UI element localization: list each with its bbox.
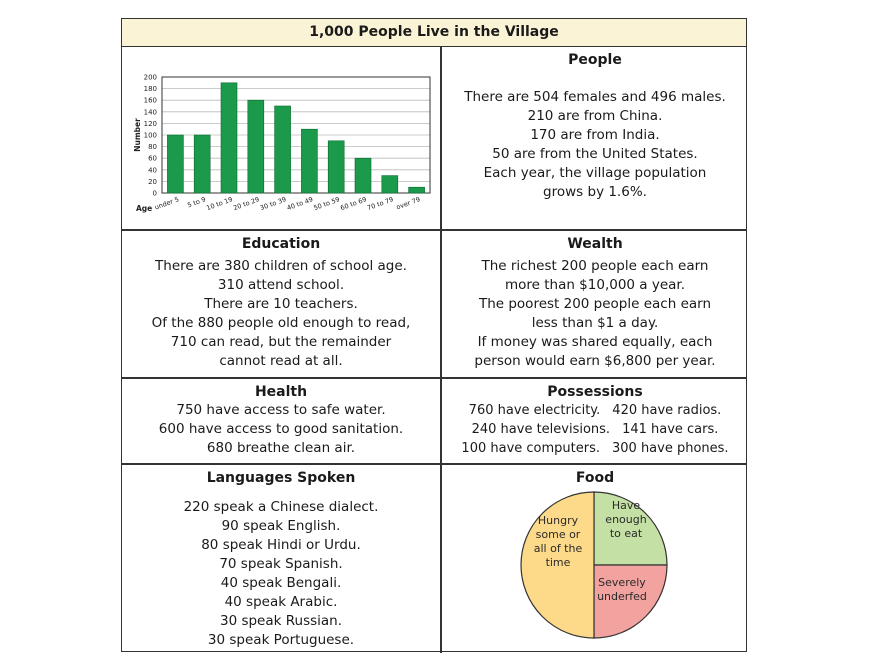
y-tick-label: 140 <box>143 108 157 117</box>
x-tick-label: 10 to 19 <box>205 195 234 213</box>
possession-item: 420 have radios. <box>612 403 722 418</box>
people-line: grows by 1.6%. <box>543 184 647 200</box>
x-tick-label: 60 to 69 <box>339 195 368 213</box>
people-text <box>442 88 748 202</box>
people-heading: People <box>568 52 622 68</box>
possessions-row <box>442 420 748 439</box>
bar <box>221 83 237 193</box>
age-chart-cell <box>122 47 440 229</box>
bar <box>382 176 398 193</box>
health-line: 750 have access to safe water. <box>176 402 386 418</box>
wealth-line: more than $10,000 a year. <box>504 277 686 293</box>
wealth-line: If money was shared equally, each <box>477 334 713 350</box>
y-axis-label: Number <box>133 118 142 152</box>
bar <box>355 158 371 193</box>
pie-slice-label: to eat <box>609 527 643 540</box>
language-line: 30 speak Russian. <box>219 613 343 629</box>
bar <box>194 135 210 193</box>
wealth-cell <box>442 231 748 377</box>
possessions-heading: Possessions <box>547 384 643 400</box>
education-line: 310 attend school. <box>217 277 345 293</box>
wealth-line: The poorest 200 people each earn <box>478 296 712 312</box>
y-tick-label: 200 <box>143 73 157 82</box>
language-line: 220 speak a Chinese dialect. <box>183 499 379 515</box>
possession-item: 141 have cars. <box>622 422 719 437</box>
language-line: 30 speak Portuguese. <box>207 632 355 648</box>
x-tick-label: 50 to 59 <box>312 195 341 213</box>
language-line: 80 speak Hindi or Urdu. <box>201 537 361 553</box>
pie-slice-label: some or <box>535 528 581 541</box>
possession-item: 760 have electricity. <box>468 403 601 418</box>
x-tick-label: 40 to 49 <box>285 195 315 213</box>
possession-item: 240 have televisions. <box>471 422 611 437</box>
people-cell <box>442 47 748 229</box>
possessions-text <box>442 401 748 458</box>
pie-slice-label: enough <box>605 513 647 526</box>
education-line: There are 10 teachers. <box>204 296 358 312</box>
y-tick-label: 40 <box>148 166 157 175</box>
pie-slice-label: Hungry <box>537 514 579 527</box>
age-bar-chart <box>122 47 440 229</box>
health-cell <box>122 379 440 463</box>
y-tick-label: 180 <box>143 85 157 94</box>
pie-slice-label: underfed <box>597 590 647 603</box>
bar <box>167 135 183 193</box>
education-heading: Education <box>241 236 321 252</box>
languages-text <box>122 498 440 650</box>
language-line: 70 speak Spanish. <box>219 556 343 572</box>
pie-slice-label: Severely <box>598 576 646 589</box>
education-line: Of the 880 people old enough to read, <box>151 315 411 331</box>
y-tick-label: 100 <box>143 131 157 140</box>
possession-item: 100 have computers. <box>461 441 600 456</box>
people-line: 210 are from China. <box>527 108 663 124</box>
x-tick-label: under 5 <box>153 195 181 212</box>
food-heading: Food <box>575 470 615 486</box>
bar <box>328 141 344 193</box>
education-text <box>122 257 440 371</box>
languages-cell <box>122 465 440 651</box>
y-tick-label: 160 <box>143 96 157 105</box>
x-axis-label: Age <box>136 204 153 213</box>
infographic-title: 1,000 People Live in the Village <box>122 19 746 47</box>
wealth-line: person would earn $6,800 per year. <box>474 353 716 369</box>
x-tick-label: 20 to 29 <box>232 195 261 213</box>
food-cell <box>442 465 748 651</box>
x-tick-label: 70 to 79 <box>366 195 395 213</box>
bar <box>248 100 264 193</box>
education-line: There are 380 children of school age. <box>155 258 407 274</box>
education-cell <box>122 231 440 377</box>
y-tick-label: 80 <box>148 143 157 152</box>
wealth-text <box>442 257 748 371</box>
village-infographic <box>121 18 747 652</box>
language-line: 40 speak Arabic. <box>224 594 338 610</box>
food-pie-chart <box>442 489 748 649</box>
wealth-line: less than $1 a day. <box>531 315 659 331</box>
health-line: 600 have access to good sanitation. <box>158 421 404 437</box>
y-tick-label: 120 <box>143 119 157 128</box>
y-tick-label: 0 <box>152 189 157 198</box>
people-line: Each year, the village population <box>483 165 707 181</box>
languages-heading: Languages Spoken <box>206 470 356 486</box>
possession-item: 300 have phones. <box>612 441 729 456</box>
pie-slice-label: all of the <box>533 542 583 555</box>
wealth-line: The richest 200 people each earn <box>481 258 709 274</box>
education-line: cannot read at all. <box>219 353 343 369</box>
bar <box>275 106 291 193</box>
possessions-cell <box>442 379 748 463</box>
x-tick-label: 30 to 39 <box>258 195 288 213</box>
possessions-row <box>442 401 748 420</box>
pie-slice-label: time <box>545 556 571 569</box>
health-line: 680 breathe clean air. <box>206 440 356 456</box>
y-tick-label: 20 <box>148 177 157 186</box>
people-line: 50 are from the United States. <box>492 146 698 162</box>
health-text <box>122 401 440 458</box>
people-line: 170 are from India. <box>530 127 660 143</box>
wealth-heading: Wealth <box>567 236 623 252</box>
language-line: 90 speak English. <box>221 518 341 534</box>
x-tick-label: 5 to 9 <box>186 195 207 210</box>
health-heading: Health <box>254 384 308 400</box>
education-line: 710 can read, but the remainder <box>170 334 392 350</box>
y-tick-label: 60 <box>148 154 157 163</box>
bar <box>409 187 425 193</box>
language-line: 40 speak Bengali. <box>220 575 342 591</box>
people-line: There are 504 females and 496 males. <box>464 89 726 105</box>
x-tick-label: over 79 <box>395 195 422 212</box>
possessions-row <box>442 439 748 458</box>
pie-slice-label: Have <box>611 499 641 512</box>
bar <box>301 129 317 193</box>
